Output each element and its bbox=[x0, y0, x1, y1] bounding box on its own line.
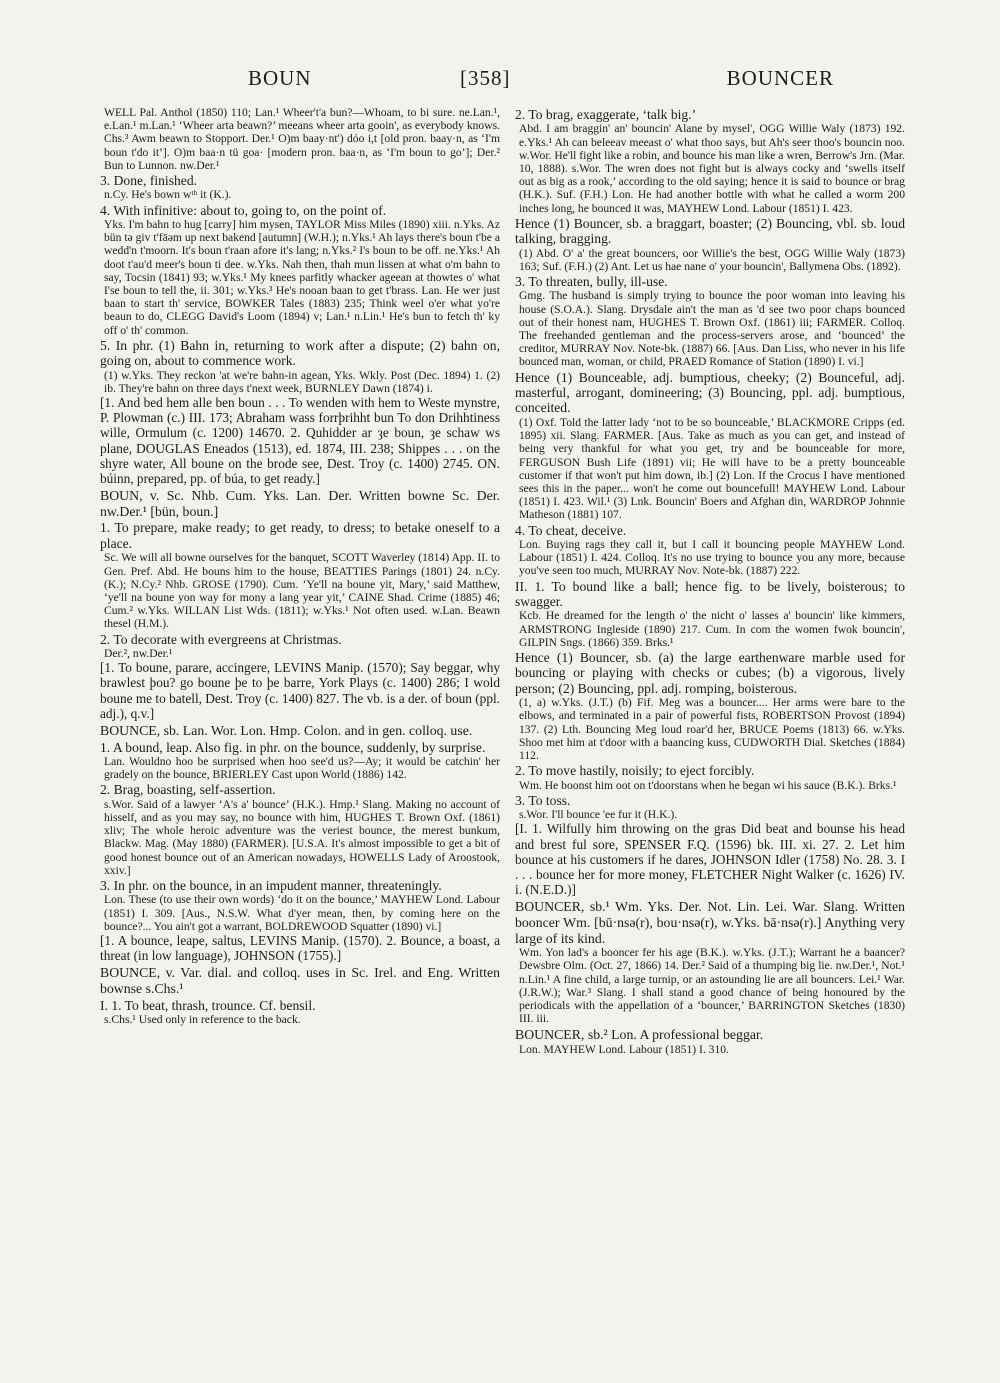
sense-definition: 4. With infinitive: about to, going to, on the point of. bbox=[100, 202, 387, 218]
citation: (1) Abd. O' a' the great bouncers, oor Willie's the best, OGG Willie Waly (1873) 163; Suf. (F.H.) (2) Ant. Let us hae nane o' your bouncin', Ballymena Obs. (1892). bbox=[519, 246, 905, 273]
citation: Sc. We will all bowne ourselves for the banquet, SCOTT Waverley (1814) App. II. to Gen. Pref. Abd. He bouns him to the house, BEATTIES Parings (1801) 24. n.Cy. (K.); N.Cy.² Nhb. GROSE (1790). Cum. ‘Ye'll na boune yit, Mary,’ said Matthew, ‘ye'll na boune yon way for mony a lang year yit,’ CAINE Shad. Crime (1885) 46; Cum.² w.Yks. WILLAN List Wds. (1811); w.Yks.¹ Not often used. w.Lan. Beawn thesel (H.M.). bbox=[104, 551, 500, 631]
citation: Yks. I'm bahn to hug [carry] him mysen, TAYLOR Miss Miles (1890) xiii. n.Yks. Az bün tə giv t'fāəm up next bakend [autumn] (W.H.); n.Yks.¹ Ah lays there's boun t'be a wedd'n t'moorn. It's boun t'raan afore it's lang; n.Yks.² I's boun to be off. ne.Yks.¹ Ah doot t'au'd meer's boun ti dee. w.Yks. Nah then, thah mun lissen at what o'm bahn to say, Tocsin (1841) 93; w.Yks.¹ My knees parfitly whacker ageean at thowtes o' what I'se boun to tell the, ii. 301; w.Yks.³ He's nooan baan to get t'brass. Lan. He wer just baan to start th' service, BOWKER Tales (1883) 235; Think weel o'er what yo're beaun to do, CLEGG David's Loom (1894) v; Lan.¹ n.Lin.¹ He's bun to fetch th' ky off o' th' common. bbox=[104, 218, 500, 337]
header-left-headword: BOUN bbox=[248, 66, 312, 90]
sense-definition: 3. In phr. on the bounce, in an impudent manner, threateningly. bbox=[100, 877, 442, 893]
page-number: [358] bbox=[460, 66, 511, 90]
citation: Der.², nw.Der.¹ bbox=[104, 646, 173, 660]
sense-definition: 3. Done, finished. bbox=[100, 173, 198, 189]
sense-definition: II. 1. To bound like a ball; hence fig. to be lively, boisterous; to swagger. bbox=[515, 578, 905, 609]
citation: Lan. Wouldno hoo be surprised when hoo see'd us?—Ay; it would be catchin' her gradely on the bounce, BRIERLEY Cast upon World (1886) 142. bbox=[104, 754, 500, 782]
etymology-note: [1. To boune, parare, accingere, LEVINS Manip. (1570); Say beggar, why brawlest þou? go boune þe to þe barre, York Plays (c. 1400) 286; I wold boune me to batell, Dest. Troy (c. 1400) 827. The vb. is a der. of boun (ppl. adj.), q.v.] bbox=[100, 660, 500, 721]
sense-definition: 2. Brag, boasting, self-assertion. bbox=[100, 782, 276, 798]
sense-definition: 2. To decorate with evergreens at Christmas. bbox=[100, 631, 342, 647]
sense-definition: Hence (1) Bouncer, sb. (a) the large earthenware marble used for bouncing or playing with checks or cubes; (b) a vigorous, lively person; (2) Bouncing, ppl. adj. romping, boisterous. bbox=[515, 649, 905, 696]
entry-headword: BOUN, v. Sc. Nhb. Cum. Yks. Lan. Der. Written bowne Sc. Der. nw.Der.¹ [bün, boun.] bbox=[100, 488, 500, 519]
sense-definition: 1. A bound, leap. Also fig. in phr. on the bounce, suddenly, by surprise. bbox=[100, 739, 486, 755]
citation: Kcb. He dreamed for the length o' the nicht o' lasses a' bouncin' like kimmers, ARMSTRONG Ingleside (1890) 217. Cum. In com the women fwok bouncin', GILPIN Sngs. (1866) 359. Brks.¹ bbox=[519, 609, 905, 649]
citation: s.Chs.¹ Used only in reference to the back. bbox=[104, 1012, 301, 1026]
citation: Wm. He boonst him oot on t'doorstans when he began wi his sauce (B.K.). Brks.¹ bbox=[519, 778, 897, 792]
sense-definition: Hence (1) Bouncer, sb. a braggart, boaster; (2) Bouncing, vbl. sb. loud talking, bragging. bbox=[515, 215, 905, 247]
sense-definition: I. 1. To beat, thrash, trounce. Cf. bensil. bbox=[100, 997, 316, 1013]
citation: s.Wor. I'll bounce 'ee fur it (H.K.). bbox=[519, 808, 678, 822]
entry-headword: BOUNCER, sb.² Lon. A professional beggar. bbox=[515, 1027, 764, 1043]
sense-definition: Hence (1) Bounceable, adj. bumptious, cheeky; (2) Bounceful, adj. masterful, arrogant, domineering; (3) Bouncing, ppl. adj. bumptious, conceited. bbox=[515, 369, 905, 416]
citation: Abd. I am braggin' an' bouncin' Alane by mysel', OGG Willie Waly (1873) 192. e.Yks.¹ Ah can beleeav meeast o' what thoo says, but Ah's seer thoo's bouncin noo. w.Wor. He'll fight like a robin, and bounce his man like a wren, Berrow's Jrn. (Mar. 10, 1888). s.Wor. The wren does not fight but is always cocky and ‘swells itself out as big as a rook,’ according to the old saying; hence it is said to bounce or brag (H.K.). Suf. (F.H.) Lon. He had another bottle with what he called a worm 200 inches long, he bounced it was, MAYHEW Lond. Labour (1851) I. 423. bbox=[519, 122, 905, 215]
entry-headword: BOUNCE, sb. Lan. Wor. Lon. Hmp. Colon. and in gen. colloq. use. bbox=[100, 722, 473, 738]
sense-definition: 5. In phr. (1) Bahn in, returning to work after a dispute; (2) bahn on, going on, about to commence work. bbox=[100, 337, 500, 369]
citation: Lon. These (to use their own words) ‘do it on the bounce,’ MAYHEW Lond. Labour (1851) I. 309. [Aus., N.S.W. What d'yer mean, then, by coming here on the bounce?... You ain't got a warrant, BOLDREWOOD Squatter (1890) vi.] bbox=[104, 893, 500, 933]
entry-headword: BOUNCE, v. Var. dial. and colloq. uses in Sc. Irel. and Eng. Written bownse s.Chs.¹ bbox=[100, 965, 500, 996]
citation: Lon. MAYHEW Lond. Labour (1851) I. 310. bbox=[519, 1043, 729, 1057]
citation: (1, a) w.Yks. (J.T.) (b) Fif. Meg was a bouncer.... Her arms were bare to the elbows, and terminated in a pair of powerful fists, ROBERTSON Provost (1894) 137. (2) Lth. Bouncing Meg loud roar'd her, BRUCE Poems (1813) 66. w.Yks. Shoo met him at t'door with a baancing kuss, CUDWORTH Dial. Sketches (1884) 112. bbox=[519, 696, 905, 762]
left-column bbox=[100, 106, 500, 1376]
right-column bbox=[515, 106, 905, 1376]
entry-headword: BOUNCER, sb.¹ Wm. Yks. Der. Not. Lin. Lei. War. Slang. Written booncer Wm. [bū·nsə(r), bou·nsə(r), w.Yks. bā·nsə(r).] Anything very large of its kind. bbox=[515, 899, 905, 946]
citation: (1) Oxf. Told the latter lady ‘not to be so bounceable,’ BLACKMORE Cripps (ed. 1895) xii. Slang. FARMER. [Aus. Take as much as you can get, and instead of being very thankful for what you get, try and be bounceable for more, FERGUSON Bush Life (1891) vii; He will have to be a pretty bounceable customer if that won't put him down, ib.] (2) Lon. If the Crocus I have mentioned sees this in the paper... won't he come out bouncefull! MAYHEW Lond. Labour (1851) I. 423. Wil.¹ (3) Lnk. Bouncin' Boers and Afghan din, WARDROP Johnnie Matheson (1881) 107. bbox=[519, 415, 905, 522]
sense-definition: 4. To cheat, deceive. bbox=[515, 522, 627, 538]
sense-definition: 3. To toss. bbox=[515, 792, 571, 808]
citation: WELL Pal. Anthol (1850) 110; Lan.¹ Wheer't'a bun?—Whoam, to bi sure. ne.Lan.¹, e.Lan.¹ m.Lan.¹ ‘Wheer arta beawn?’ meeans wheer arta gooin', as everybody knows. Chs.³ Awm beawn to Stopport. Der.¹ O)m baay·nt') dóo i,t [old pron. baay·n, as ‘I'm boun t'do it’]. O)m baa·n tü goa· [modern pron. baa·n, as ‘I'm boun to go’]; Der.² Bun to Lunnon. nw.Der.¹ bbox=[104, 106, 500, 172]
sense-definition: 2. To move hastily, noisily; to eject forcibly. bbox=[515, 763, 755, 779]
sense-definition: 2. To brag, exaggerate, ‘talk big.’ bbox=[515, 107, 697, 122]
page-header bbox=[100, 66, 900, 106]
header-right-headword: BOUNCER bbox=[726, 66, 834, 90]
citation: s.Wor. Said of a lawyer ‘A's a' bounce’ (H.K.). Hmp.¹ Slang. Making no account of hisself, and as you may say, no bounce with him, HUGHES T. Brown Oxf. (1861) xliv; The whole heroic adventure was the veriest bounce, the merest bunkum, Blackw. Mag. (May 1880) (FARMER). [U.S.A. It's almost impossible to get a bit of good honest bounce out of an American nowadays, HOWELLS Lady of Aroostook, xxiv.] bbox=[104, 797, 500, 877]
sense-definition: 3. To threaten, bully, ill-use. bbox=[515, 274, 668, 290]
sense-definition: 1. To prepare, make ready; to get ready, to dress; to betake oneself to a place. bbox=[100, 520, 500, 551]
etymology-note: [I. 1. Wilfully him throwing on the gras Did beat and bounse his head and brest ful sore, SPENSER F.Q. (1596) bk. III. xi. 27. 2. Let him bounce at his customers if he dares, JOHNSON Idler (1758) No. 28. 3. I . . . bounce her for more money, FLETCHER Night Walker (c. 1626) IV. i. (N.E.D.)] bbox=[515, 821, 905, 898]
citation: n.Cy. He's bown wᵗʰ it (K.). bbox=[104, 188, 232, 202]
etymology-note: [1. And bed hem alle ben boun . . . To wenden with hem to Weste mynstre, P. Plowman (c.) III. 173; Abraham wass forrþrihht bun To don Drihhtiness wille, Ormulum (c. 1200) 14670. 2. Quhidder ar ȝe boun, ȝe schaw ws plane, DOUGLAS Eneados (1513), ed. 1874, III. 238; Shippes . . . on the shyre water, All boune on the brode see, Dest. Troy (c. 1400) 2745. ON. búinn, prepared, pp. of búa, to get ready.] bbox=[100, 395, 500, 487]
etymology-note: [1. A bounce, leape, saltus, LEVINS Manip. (1570). 2. Bounce, a boast, a threat (in low language), JOHNSON (1755).] bbox=[100, 932, 500, 964]
citation: (1) w.Yks. They reckon 'at we're bahn-in agean, Yks. Wkly. Post (Dec. 1894) 1. (2) ib. They're bahn on three days t'next week, BURNLEY Dawn (1874) i. bbox=[104, 368, 500, 395]
citation: Lon. Buying rags they call it, but I call it bouncing people MAYHEW Lond. Labour (1851) I. 424. Colloq. It's no use trying to bounce you any more, because you've seen too much, MURRAY Nov. Note-bk. (1887) 222. bbox=[519, 537, 905, 578]
citation: Gmg. The husband is simply trying to bounce the poor woman into leaving his house (S.O.A.). Slang. Drysdale ain't the man as 'd see two poor chaps bounced out of their honest nam, HUGHES T. Brown Oxf. (1861) iii; FARMER. Colloq. The freehanded gentleman and the process-servers arose, and ‘bounced’ the creditor, MURRAY Nov. Note-bk. (1887) 66. [Aus. Dan Liss, who never in his life bounced man, woman, or child, PRAED Romance of Station (1890) I. vi.] bbox=[519, 289, 905, 369]
citation: Wm. Yon lad's a booncer fer his age (B.K.). w.Yks. (J.T.); Warrant he a baancer? Dewsbre Olm. (Oct. 27, 1866) 14. Der.² Said of a thumping big lie. nw.Der.¹, Not.¹ n.Lin.¹ A fine child, a large turnip, or an astounding lie are all bouncers. Lei.¹ War. (J.R.W.); War.³ Slang. I shall stand a good chance of being honoured by the periodicals with the appellation of a ‘bouncer,’ BARRINGTON Sketches (1830) III. iii. bbox=[519, 946, 905, 1026]
